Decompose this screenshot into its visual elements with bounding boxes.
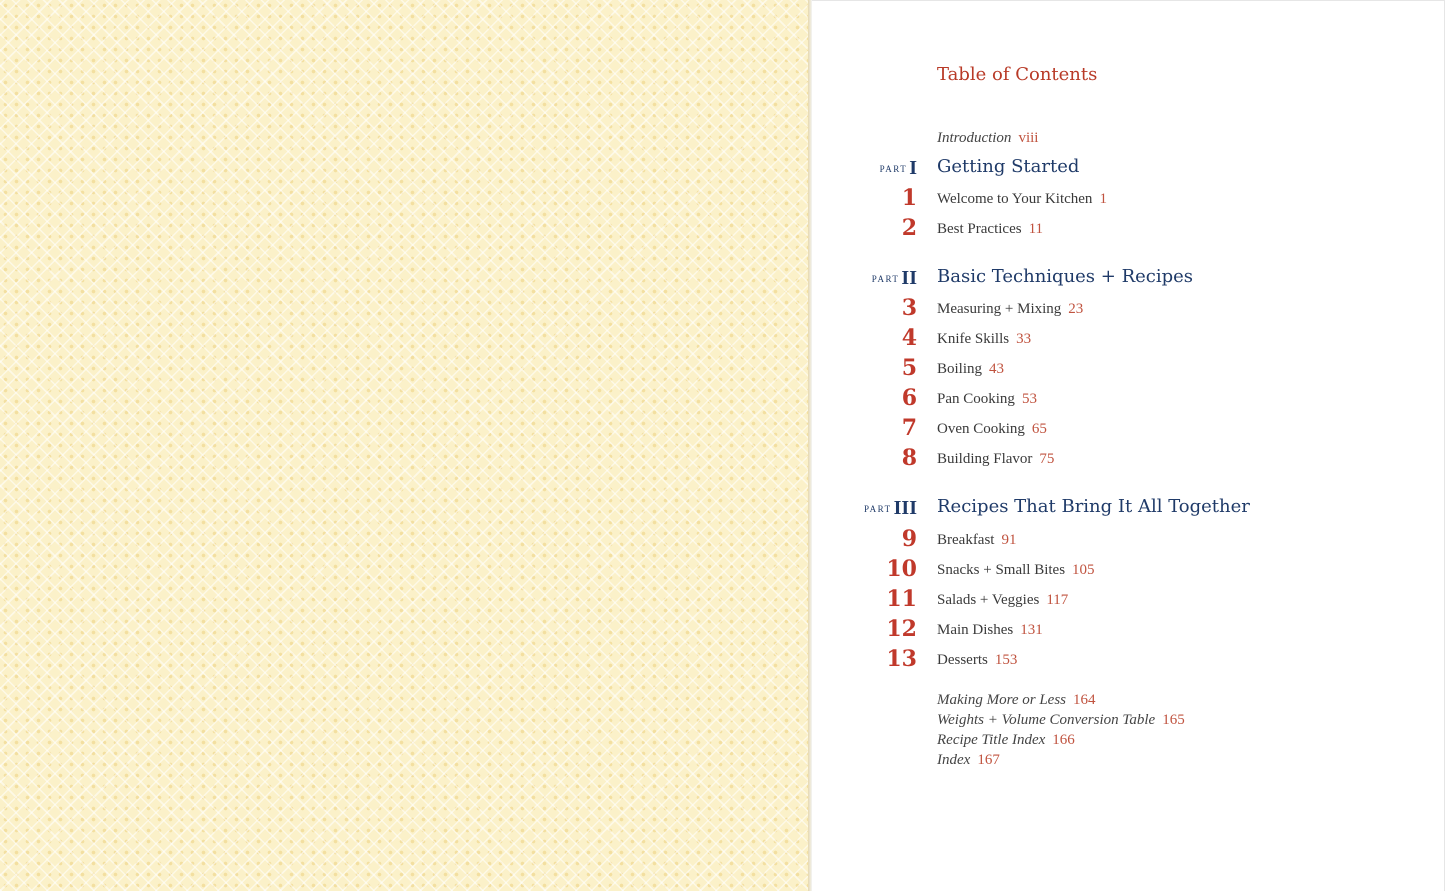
chapter-title: Measuring + Mixing 23 (937, 301, 1084, 317)
toc-entry-back-matter[interactable] (937, 692, 1096, 709)
part-heading-2[interactable] (0, 267, 1445, 293)
entry-label: Index (937, 752, 971, 768)
chapter-page: 131 (1020, 622, 1043, 638)
chapter-page: 105 (1072, 562, 1095, 578)
chapter-entry[interactable] (0, 185, 1445, 215)
chapter-page: 33 (1016, 331, 1032, 347)
part-heading-3[interactable] (0, 497, 1445, 523)
chapter-title: Boiling 43 (937, 361, 1005, 377)
part-number: PART II (871, 267, 917, 289)
chapter-title: Salads + Veggies 117 (937, 592, 1069, 608)
chapter-number: 12 (886, 616, 917, 642)
chapter-page: 11 (1028, 221, 1044, 237)
entry-page: viii (1018, 130, 1039, 146)
chapter-entry[interactable] (0, 325, 1445, 355)
chapter-entry[interactable] (0, 556, 1445, 586)
chapter-page: 53 (1021, 391, 1037, 407)
entry-label: Introduction (937, 130, 1012, 146)
chapter-entry[interactable] (0, 526, 1445, 556)
toc-entry-back-matter[interactable] (937, 732, 1075, 749)
chapter-entry[interactable] (0, 445, 1445, 475)
entry-page: 166 (1052, 732, 1075, 748)
chapter-page: 23 (1068, 301, 1084, 317)
toc-title: Table of Contents (937, 64, 1098, 85)
toc-entry-back-matter[interactable] (937, 712, 1185, 729)
chapter-page: 1 (1099, 191, 1107, 207)
chapter-number: 3 (901, 295, 917, 321)
chapter-number: 1 (901, 185, 917, 211)
chapter-title: Breakfast 91 (937, 532, 1017, 548)
chapter-title: Oven Cooking 65 (937, 421, 1047, 437)
chapter-title: Welcome to Your Kitchen 1 (937, 191, 1107, 207)
chapter-number: 4 (901, 325, 917, 351)
entry-page: 165 (1162, 712, 1185, 728)
part-number: PART III (864, 497, 917, 519)
chapter-page: 117 (1046, 592, 1069, 608)
entry-page: 164 (1073, 692, 1096, 708)
entry-page: 167 (977, 752, 1000, 768)
entry-label: Recipe Title Index (937, 732, 1046, 748)
chapter-page: 91 (1001, 532, 1017, 548)
chapter-entry[interactable] (0, 415, 1445, 445)
toc-entry-introduction[interactable] (937, 130, 1038, 147)
part-number: PART I (879, 157, 917, 179)
part-title: Getting Started (937, 156, 1080, 177)
chapter-number: 13 (886, 646, 917, 672)
chapter-page: 153 (994, 652, 1018, 668)
chapter-number: 2 (901, 215, 917, 241)
chapter-number: 9 (901, 526, 917, 552)
chapter-entry[interactable] (0, 385, 1445, 415)
chapter-page: 65 (1031, 421, 1047, 437)
chapter-number: 8 (901, 445, 917, 471)
chapter-title: Desserts 153 (937, 652, 1018, 668)
chapter-number: 11 (886, 586, 917, 612)
chapter-entry[interactable] (0, 215, 1445, 245)
chapter-entry[interactable] (0, 646, 1445, 676)
chapter-number: 7 (901, 415, 917, 441)
chapter-number: 6 (901, 385, 917, 411)
chapter-entry[interactable] (0, 616, 1445, 646)
chapter-title: Main Dishes 131 (937, 622, 1043, 638)
entry-label: Weights + Volume Conversion Table (937, 712, 1156, 728)
chapter-number: 5 (901, 355, 917, 381)
chapter-number: 10 (886, 556, 917, 582)
toc-entry-back-matter[interactable] (937, 752, 1000, 769)
chapter-title: Snacks + Small Bites 105 (937, 562, 1095, 578)
chapter-page: 43 (989, 361, 1005, 377)
chapter-title: Best Practices 11 (937, 221, 1044, 237)
part-title: Recipes That Bring It All Together (937, 496, 1250, 517)
chapter-entry[interactable] (0, 355, 1445, 385)
chapter-page: 75 (1039, 451, 1055, 467)
chapter-title: Pan Cooking 53 (937, 391, 1037, 407)
chapter-title: Building Flavor 75 (937, 451, 1055, 467)
part-heading-1[interactable] (0, 157, 1445, 183)
chapter-entry[interactable] (0, 295, 1445, 325)
chapter-title: Knife Skills 33 (937, 331, 1032, 347)
part-title: Basic Techniques + Recipes (937, 266, 1194, 287)
chapter-entry[interactable] (0, 586, 1445, 616)
entry-label: Making More or Less (937, 692, 1067, 708)
